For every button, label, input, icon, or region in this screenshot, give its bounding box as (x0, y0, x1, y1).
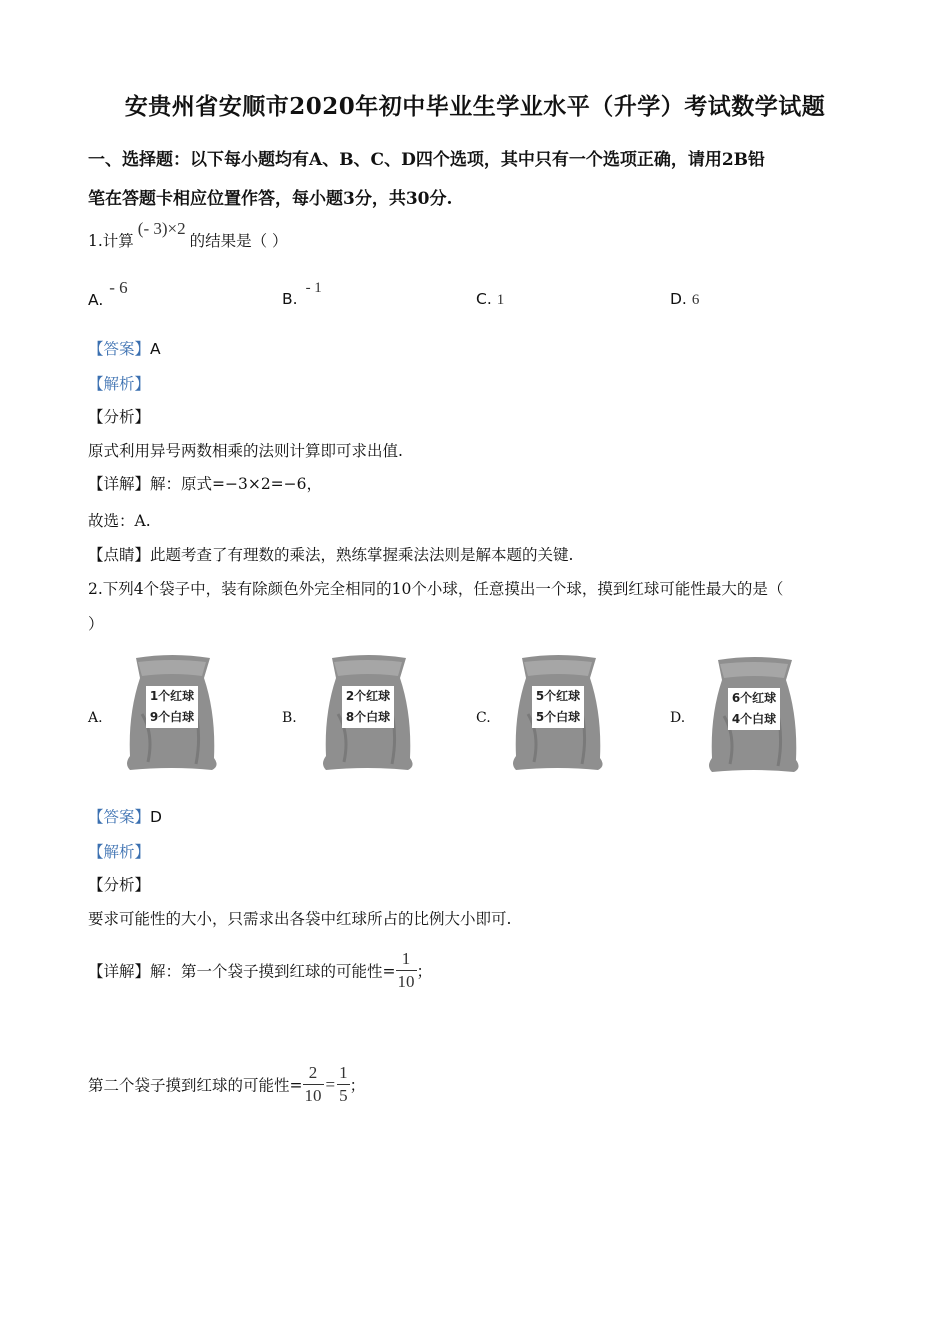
q1-option-d: D. 6 (670, 290, 700, 308)
bag-label-a: 1个红球 9个白球 (146, 686, 198, 728)
q2-answer: 【答案】D (88, 808, 162, 826)
q1-expression: (- 3)×2 (137, 219, 186, 238)
q1-option-a: A.- 6 (88, 278, 128, 309)
q1-stem (88, 219, 288, 251)
q2-fenxi-tag: 【分析】 (88, 876, 151, 894)
fraction-1-10: $\frac{1}{10}$ (397, 949, 415, 991)
bag-label-d: 6个红球 4个白球 (728, 688, 780, 730)
bag-image-b (320, 654, 416, 772)
q2-second-bag: 第二个袋子摸到红球的可能性= $\frac{2}{10}$ = $\frac{1}{5}$ ； (88, 1063, 366, 1105)
q2-fenxi-text: 要求可能性的大小，只需求出各袋中红球所占的比例大小即可. (88, 910, 512, 928)
q1-choose: 故选：A. (88, 512, 151, 530)
q2-bag-b-letter: B. (282, 710, 297, 726)
q2-bag-d-letter: D. (670, 710, 686, 726)
bag-label-c: 5个红球 5个白球 (532, 686, 584, 728)
q1-option-c: C. 1 (476, 290, 505, 308)
q1-detail: 【详解】解：原式=−3×2=−6， (88, 475, 323, 493)
q1-fenxi-tag: 【分析】 (88, 408, 151, 426)
q2-bag-a-letter: A. (88, 710, 103, 726)
q1-fenxi-text: 原式利用异号两数相乘的法则计算即可求出值. (88, 442, 403, 460)
bag-label-b: 2个红球 8个白球 (342, 686, 394, 728)
q1-analysis-tag: 【解析】 (88, 375, 151, 393)
bag-image-a (124, 654, 220, 772)
fraction-2-10: $\frac{2}{10}$ (304, 1063, 322, 1105)
q2-bag-c-letter: C. (476, 710, 491, 726)
q1-option-c-value: 1 (496, 292, 505, 308)
q2-detail: 【详解】解：第一个袋子摸到红球的可能性= $\frac{1}{10}$ ； (88, 949, 433, 991)
q1-suffix: 的结果是（ ） (189, 232, 288, 250)
page-title: 安贵州省安顺市2020年初中毕业生学业水平（升学）考试数学试题 (124, 93, 826, 120)
q1-option-b: B.- 1 (282, 280, 322, 308)
q1-answer: 【答案】A (88, 340, 161, 358)
q1-prefix: 1.计算 (88, 232, 134, 250)
section-heading-line2: 笔在答题卡相应位置作答，每小题3分，共30分. (88, 189, 453, 209)
q1-comment: 【点睛】此题考查了有理数的乘法，熟练掌握乘法法则是解本题的关键. (88, 546, 574, 564)
bag-image-d (706, 656, 802, 774)
q1-option-a-value: - 6 (109, 278, 128, 297)
section-heading-line1: 一、选择题：以下每小题均有A、B、C、D四个选项，其中只有一个选项正确，请用2B铅 (88, 150, 766, 170)
q2-stem-line1: 2.下列4个袋子中，装有除颜色外完全相同的10个小球，任意摸出一个球，摸到红球可能性最大的是（ (88, 580, 784, 598)
q1-option-d-value: 6 (691, 292, 700, 308)
fraction-1-5: $\frac{1}{5}$ (339, 1063, 348, 1105)
q2-analysis-tag: 【解析】 (88, 843, 151, 861)
q2-stem-line2: ） (88, 615, 104, 633)
bag-image-c (510, 654, 606, 772)
q1-option-b-value: - 1 (305, 280, 322, 296)
